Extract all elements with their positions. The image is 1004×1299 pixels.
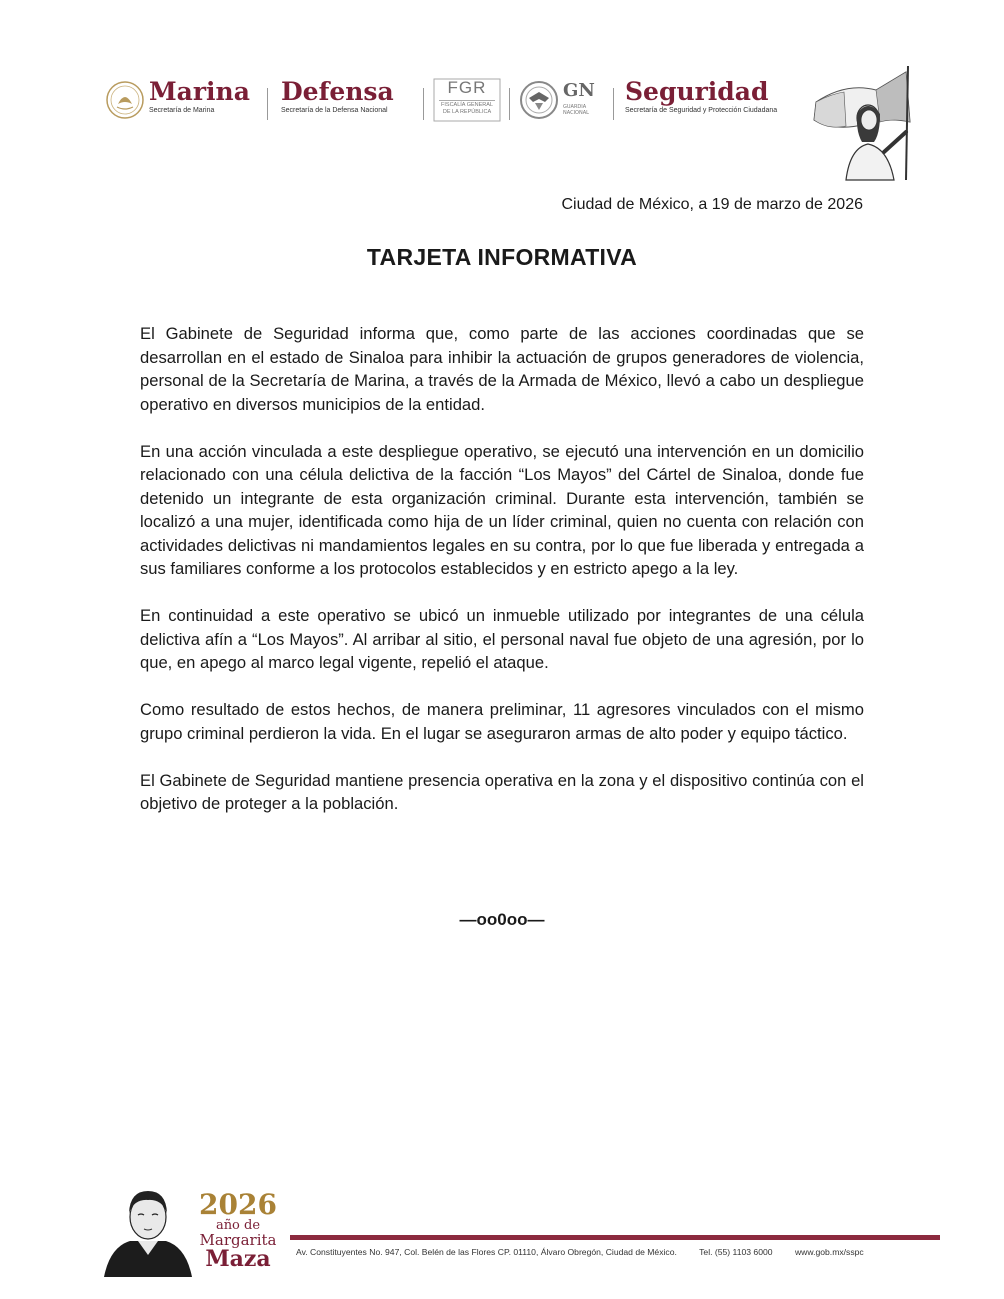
divider — [423, 88, 424, 120]
fgr-name: FGR — [447, 78, 487, 97]
footer-contact — [296, 1247, 946, 1257]
national-seal-icon — [105, 80, 145, 120]
footer-website: www.gob.mx/sspc — [794, 1247, 864, 1257]
paragraph: El Gabinete de Seguridad informa que, como parte de las acciones coordinadas que se desarrollan en el estado de Sinaloa para inhibir la actuación de grupos generadores de violencia, personal de la Secretaría de Marina, a través de la Armada de México, llevó a cabo un despliegue operativo en diversos municipios de la entidad. — [140, 324, 864, 414]
defensa-logo — [281, 78, 394, 130]
year-name-last: Maza — [205, 1246, 271, 1272]
gn-emblem-icon — [519, 80, 559, 120]
footer-phone: Tel. (55) 1103 6000 — [699, 1247, 773, 1257]
footer — [100, 1185, 950, 1280]
fgr-sub-line2: DE LA REPÚBLICA — [442, 109, 492, 115]
fgr-logo — [433, 78, 501, 122]
flag-woman-illustration — [806, 62, 916, 182]
gn-sub-line1: GUARDIA — [563, 104, 587, 110]
footer-address: Av. Constituyentes No. 947, Col. Belén de las Flores CP. 01110, Álvaro Obregón, Ciudad de México. — [296, 1247, 677, 1257]
gn-sub-line2: NACIONAL — [563, 110, 589, 116]
seguridad-logo — [625, 78, 777, 130]
paragraph: Como resultado de estos hechos, de manera preliminar, 11 agresores vinculados con el mismo grupo criminal perdieron la vida. En el lugar se aseguraron armas de alto poder y equipo táctico. — [140, 700, 864, 743]
gn-logo — [517, 80, 597, 124]
fgr-sub-line1: FISCALÍA GENERAL — [441, 102, 493, 108]
marina-logo — [149, 78, 250, 130]
gn-name: GN — [563, 80, 595, 101]
divider — [613, 88, 614, 120]
document-body — [140, 322, 864, 839]
defensa-sub: Secretaría de la Defensa Nacional — [281, 107, 388, 114]
year-number: 2026 — [199, 1188, 277, 1221]
seguridad-sub: Secretaría de Seguridad y Protección Ciudadana — [625, 107, 778, 114]
closing-mark: —oo0oo— — [459, 910, 545, 929]
seguridad-name: Seguridad — [625, 77, 769, 106]
document-title: TARJETA INFORMATIVA — [366, 244, 638, 270]
year-ano: año de — [215, 1218, 261, 1233]
footer-bar — [290, 1235, 940, 1240]
divider — [267, 88, 268, 120]
divider — [509, 88, 510, 120]
paragraph: El Gabinete de Seguridad mantiene presencia operativa en la zona y el dispositivo continúa con el objetivo de proteger a la población. — [140, 770, 864, 813]
paragraph: En continuidad a este operativo se ubicó un inmueble utilizado por integrantes de una célula delictiva afín a “Los Mayos”. Al arribar al sitio, el personal naval fue objeto de una agresión, por lo que, en apego al marco legal vigente, repelió el ataque. — [140, 606, 864, 672]
marina-name: Marina — [149, 77, 250, 106]
header-logos — [105, 78, 905, 138]
margarita-maza-portrait — [100, 1185, 195, 1277]
paragraph: En una acción vinculada a este despliegue operativo, se ejecutó una intervención en un domicilio relacionado con una célula delictiva de la facción “Los Mayos” del Cártel de Sinaloa, donde fue detenido un integrante de esta organización criminal. Durante esta intervención, también se localizó a una mujer, identificada como hija de un líder criminal, quien no cuenta con relación con actividades delictivas ni mandamientos legales en su contra, por lo que fue liberada y entregada a sus familiares conforme a los protocolos establecidos y en estricto apego a la ley. — [140, 441, 864, 578]
document-date: Ciudad de México, a 19 de marzo de 2026 — [561, 196, 863, 213]
year-block — [198, 1188, 278, 1272]
defensa-name: Defensa — [281, 77, 394, 106]
year-name-first: Margarita — [199, 1231, 277, 1249]
marina-sub: Secretaría de Marina — [149, 107, 215, 114]
